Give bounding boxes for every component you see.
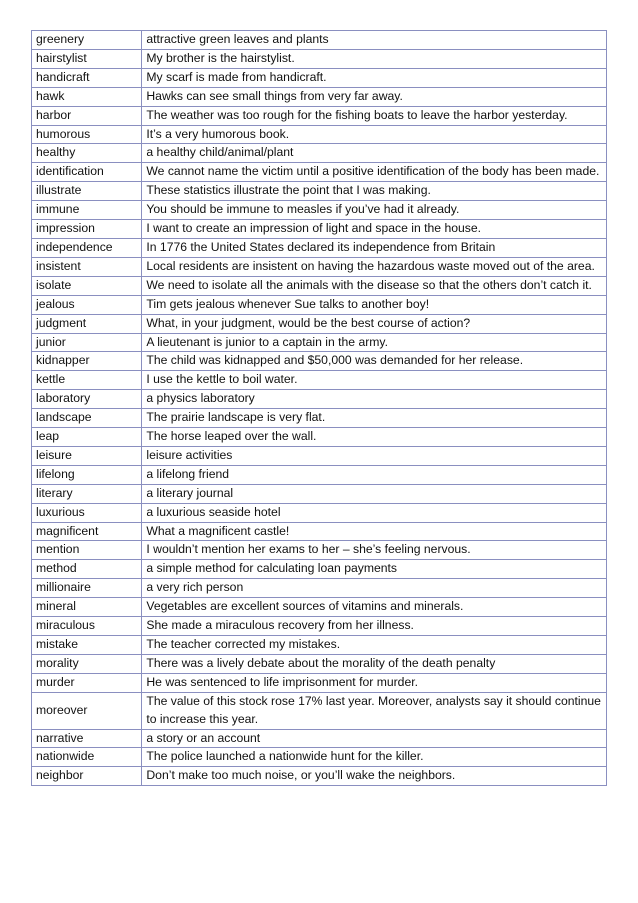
vocabulary-word: laboratory (32, 390, 142, 409)
vocabulary-word: millionaire (32, 579, 142, 598)
vocabulary-word: narrative (32, 729, 142, 748)
table-row (32, 87, 607, 106)
table-row (32, 767, 607, 786)
vocabulary-word: identification (32, 163, 142, 182)
table-row (32, 125, 607, 144)
example-sentence: a literary journal (142, 484, 607, 503)
vocabulary-word: humorous (32, 125, 142, 144)
table-row (32, 106, 607, 125)
table-row (32, 333, 607, 352)
example-sentence: My scarf is made from handicraft. (142, 68, 607, 87)
table-row (32, 598, 607, 617)
vocabulary-word: insistent (32, 257, 142, 276)
table-row (32, 541, 607, 560)
table-row (32, 560, 607, 579)
vocabulary-word: lifelong (32, 465, 142, 484)
vocabulary-word: leisure (32, 446, 142, 465)
table-row (32, 295, 607, 314)
example-sentence: A lieutenant is junior to a captain in the army. (142, 333, 607, 352)
example-sentence: a physics laboratory (142, 390, 607, 409)
example-sentence: We cannot name the victim until a positive identification of the body has been made. (142, 163, 607, 182)
example-sentence: I use the kettle to boil water. (142, 371, 607, 390)
table-row (32, 484, 607, 503)
table-row (32, 428, 607, 447)
vocabulary-word: moreover (32, 692, 142, 729)
vocabulary-word: greenery (32, 31, 142, 50)
vocabulary-word: leap (32, 428, 142, 447)
example-sentence: She made a miraculous recovery from her illness. (142, 617, 607, 636)
example-sentence: The teacher corrected my mistakes. (142, 636, 607, 655)
vocabulary-table-body (32, 31, 607, 786)
example-sentence: The prairie landscape is very flat. (142, 409, 607, 428)
vocabulary-word: mineral (32, 598, 142, 617)
example-sentence: Tim gets jealous whenever Sue talks to another boy! (142, 295, 607, 314)
table-row (32, 692, 607, 729)
example-sentence: It’s a very humorous book. (142, 125, 607, 144)
example-sentence: You should be immune to measles if you’ve had it already. (142, 201, 607, 220)
table-row (32, 163, 607, 182)
vocabulary-word: luxurious (32, 503, 142, 522)
example-sentence: a lifelong friend (142, 465, 607, 484)
example-sentence: We need to isolate all the animals with the disease so that the others don’t catch it. (142, 276, 607, 295)
vocabulary-word: independence (32, 238, 142, 257)
example-sentence: a simple method for calculating loan payments (142, 560, 607, 579)
example-sentence: I wouldn’t mention her exams to her – she’s feeling nervous. (142, 541, 607, 560)
table-row (32, 409, 607, 428)
vocabulary-word: neighbor (32, 767, 142, 786)
example-sentence: a healthy child/animal/plant (142, 144, 607, 163)
vocabulary-word: handicraft (32, 68, 142, 87)
table-row (32, 465, 607, 484)
example-sentence: These statistics illustrate the point that I was making. (142, 182, 607, 201)
table-row (32, 201, 607, 220)
example-sentence: In 1776 the United States declared its independence from Britain (142, 238, 607, 257)
vocabulary-word: illustrate (32, 182, 142, 201)
table-row (32, 579, 607, 598)
vocabulary-word: impression (32, 220, 142, 239)
table-row (32, 182, 607, 201)
example-sentence: a luxurious seaside hotel (142, 503, 607, 522)
table-row (32, 49, 607, 68)
example-sentence: Hawks can see small things from very far away. (142, 87, 607, 106)
vocabulary-word: judgment (32, 314, 142, 333)
table-row (32, 390, 607, 409)
table-row (32, 220, 607, 239)
vocabulary-word: magnificent (32, 522, 142, 541)
table-row (32, 503, 607, 522)
table-row (32, 522, 607, 541)
vocabulary-word: hairstylist (32, 49, 142, 68)
example-sentence: a very rich person (142, 579, 607, 598)
example-sentence: There was a lively debate about the morality of the death penalty (142, 654, 607, 673)
table-row (32, 257, 607, 276)
vocabulary-word: junior (32, 333, 142, 352)
example-sentence: The horse leaped over the wall. (142, 428, 607, 447)
vocabulary-word: isolate (32, 276, 142, 295)
vocabulary-word: immune (32, 201, 142, 220)
example-sentence: Local residents are insistent on having the hazardous waste moved out of the area. (142, 257, 607, 276)
vocabulary-word: kidnapper (32, 352, 142, 371)
table-row (32, 276, 607, 295)
table-row (32, 636, 607, 655)
example-sentence: The weather was too rough for the fishing boats to leave the harbor yesterday. (142, 106, 607, 125)
example-sentence: The police launched a nationwide hunt for the killer. (142, 748, 607, 767)
table-row (32, 352, 607, 371)
table-row (32, 748, 607, 767)
example-sentence: Vegetables are excellent sources of vitamins and minerals. (142, 598, 607, 617)
example-sentence: The child was kidnapped and $50,000 was demanded for her release. (142, 352, 607, 371)
table-row (32, 238, 607, 257)
example-sentence: What a magnificent castle! (142, 522, 607, 541)
vocabulary-word: murder (32, 673, 142, 692)
vocabulary-word: morality (32, 654, 142, 673)
vocabulary-word: healthy (32, 144, 142, 163)
example-sentence: attractive green leaves and plants (142, 31, 607, 50)
table-row (32, 314, 607, 333)
vocabulary-word: method (32, 560, 142, 579)
table-row (32, 68, 607, 87)
example-sentence: Don’t make too much noise, or you’ll wake the neighbors. (142, 767, 607, 786)
table-row (32, 144, 607, 163)
vocabulary-word: kettle (32, 371, 142, 390)
example-sentence: He was sentenced to life imprisonment for murder. (142, 673, 607, 692)
vocabulary-word: miraculous (32, 617, 142, 636)
table-row (32, 371, 607, 390)
example-sentence: What, in your judgment, would be the best course of action? (142, 314, 607, 333)
vocabulary-word: mistake (32, 636, 142, 655)
vocabulary-word: mention (32, 541, 142, 560)
vocabulary-word: harbor (32, 106, 142, 125)
table-row (32, 654, 607, 673)
table-row (32, 446, 607, 465)
example-sentence: leisure activities (142, 446, 607, 465)
example-sentence: a story or an account (142, 729, 607, 748)
table-row (32, 673, 607, 692)
vocabulary-word: nationwide (32, 748, 142, 767)
vocabulary-word: hawk (32, 87, 142, 106)
table-row (32, 31, 607, 50)
table-row (32, 617, 607, 636)
table-row (32, 729, 607, 748)
example-sentence: I want to create an impression of light and space in the house. (142, 220, 607, 239)
vocabulary-word: literary (32, 484, 142, 503)
vocabulary-word: landscape (32, 409, 142, 428)
example-sentence: My brother is the hairstylist. (142, 49, 607, 68)
example-sentence: The value of this stock rose 17% last year. Moreover, analysts say it should continue to increase this year. (142, 692, 607, 729)
vocabulary-word: jealous (32, 295, 142, 314)
vocabulary-table (31, 30, 607, 786)
